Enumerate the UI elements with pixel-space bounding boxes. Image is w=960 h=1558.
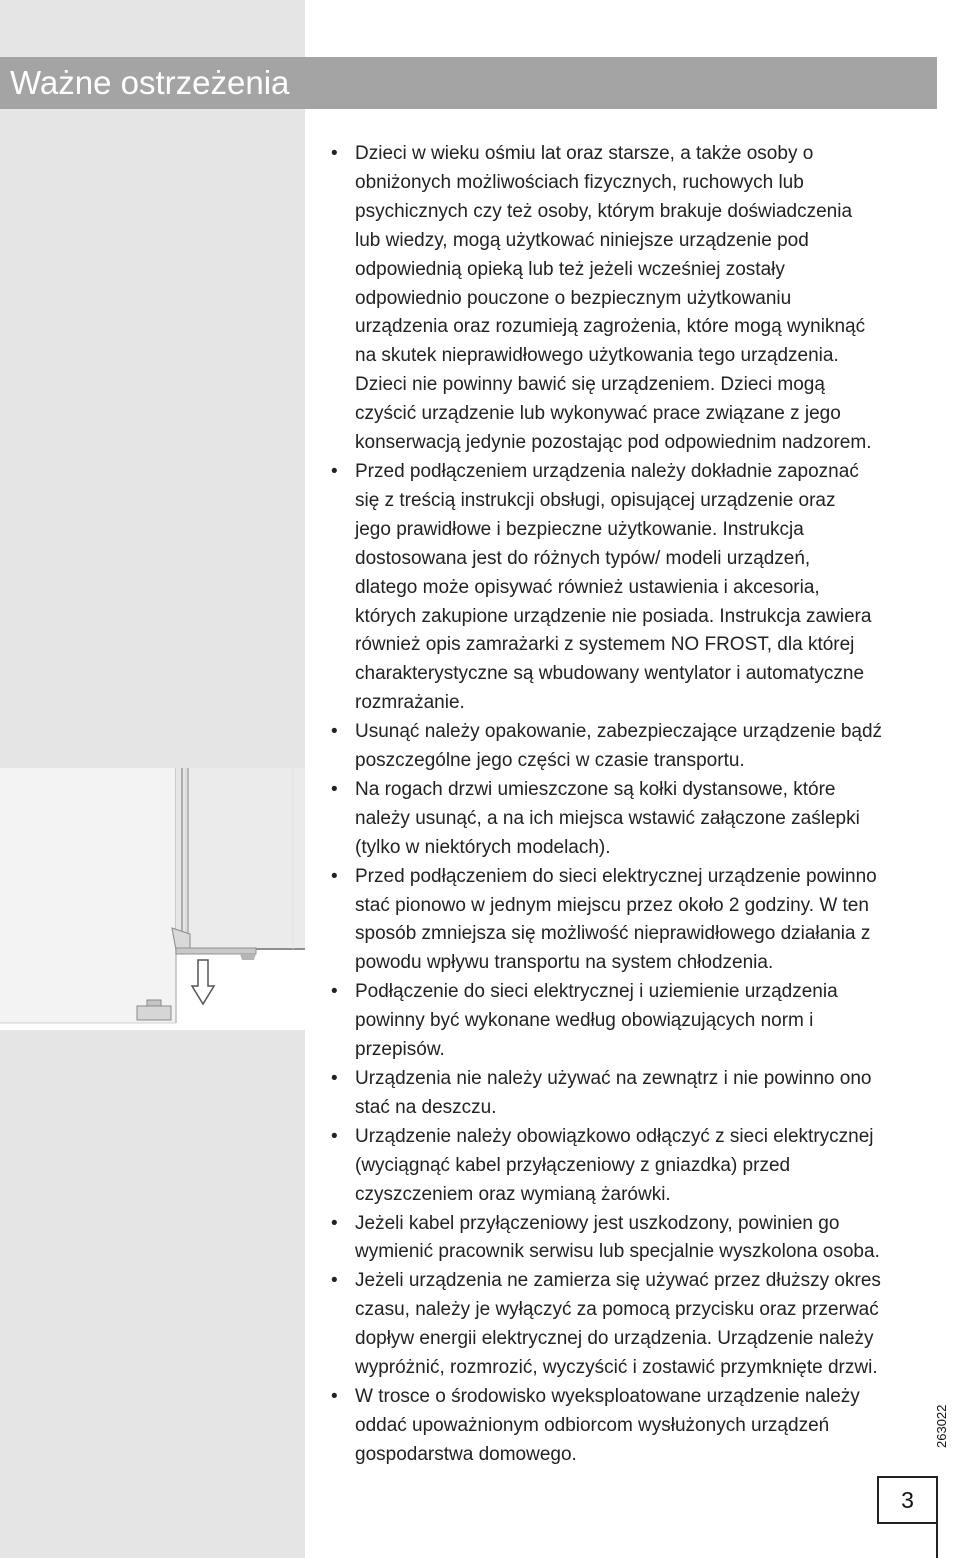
warning-line: czyścić urządzenie lub wykonywać prace związane z jego bbox=[355, 403, 841, 425]
warning-line: na skutek nieprawidłowego użytkowania tego urządzenia. bbox=[355, 345, 839, 367]
warning-line: Podłączenie do sieci elektrycznej i uziemienie urządzenia bbox=[355, 981, 838, 1003]
bullet-icon: • bbox=[331, 865, 338, 887]
bullet-icon: • bbox=[331, 1270, 338, 1292]
warning-line: powodu wpływu transportu na system chłodzenia. bbox=[355, 952, 774, 974]
document-code: 263022 bbox=[934, 1404, 949, 1448]
warning-line: czyszczeniem oraz wymianą żarówki. bbox=[355, 1183, 671, 1205]
bullet-icon: • bbox=[331, 460, 338, 482]
warning-line: stać na deszczu. bbox=[355, 1096, 497, 1118]
warning-line: lub wiedzy, mogą użytkować niniejsze urządzenie pod bbox=[355, 229, 809, 251]
warning-line: (wyciągnąć kabel przyłączeniowy z gniazdka) przed bbox=[355, 1154, 791, 1176]
warning-line: jego prawidłowe i bezpieczne użytkowanie. Instrukcja bbox=[355, 518, 804, 540]
warning-line: odpowiednią opieką lub też jeżeli wcześniej zostały bbox=[355, 258, 785, 280]
bullet-icon: • bbox=[331, 1385, 338, 1407]
warning-line: Przed podłączeniem urządzenia należy dokładnie zapoznać bbox=[355, 460, 859, 482]
warning-line: poszczególne jego części w czasie transportu. bbox=[355, 750, 745, 772]
bullet-icon: • bbox=[331, 778, 338, 800]
warning-line: dostosowana jest do różnych typów/ modeli urządzeń, bbox=[355, 547, 811, 569]
warning-line: również opis zamrażarki z systemem NO FROST, dla której bbox=[355, 634, 855, 656]
warning-line: Dzieci nie powinny bawić się urządzeniem. Dzieci mogą bbox=[355, 374, 825, 396]
warning-item bbox=[327, 1383, 939, 1470]
warning-item bbox=[327, 1123, 939, 1210]
warning-line: Na rogach drzwi umieszczone są kołki dystansowe, które bbox=[355, 778, 836, 800]
warning-line: należy usunąć, a na ich miejsca wstawić załączone zaślepki bbox=[355, 807, 860, 829]
warning-line: oddać upoważnionym odbiorcom wysłużonych urządzeń bbox=[355, 1414, 830, 1436]
warning-item bbox=[327, 863, 939, 979]
page-title: Ważne ostrzeżenia bbox=[10, 64, 290, 101]
warning-line: się z treścią instrukcji obsługi, opisującej urządzenie oraz bbox=[355, 489, 836, 511]
bullet-icon: • bbox=[331, 1125, 338, 1147]
bullet-icon: • bbox=[331, 1212, 338, 1234]
warning-line: gospodarstwa domowego. bbox=[355, 1443, 577, 1465]
warning-line: Urządzenie należy obowiązkowo odłączyć z sieci elektrycznej bbox=[355, 1125, 874, 1147]
warning-line: Usunąć należy opakowanie, zabezpieczające urządzenie bądź bbox=[355, 721, 883, 743]
warning-line: powinny być wykonane według obowiązujących norm i bbox=[355, 1010, 814, 1032]
warning-item bbox=[327, 776, 939, 863]
warning-line: urządzenia oraz rozumieją zagrożenia, które mogą wyniknąć bbox=[355, 316, 866, 338]
warnings-list bbox=[327, 140, 939, 1470]
warning-line: wymienić pracownik serwisu lub specjalnie wyszkolona osoba. bbox=[355, 1241, 880, 1263]
warning-line: W trosce o środowisko wyeksploatowane urządzenie należy bbox=[355, 1385, 860, 1407]
bullet-icon: • bbox=[331, 981, 338, 1003]
warning-line: stać pionowo w jednym miejscu przez około 2 godziny. W ten bbox=[355, 894, 869, 916]
warning-line: dlatego może opisywać również ustawienia i akcesoria, bbox=[355, 576, 820, 598]
warning-line: których zakupione urządzenie nie posiada. Instrukcja zawiera bbox=[355, 605, 872, 627]
warning-line: rozmrażanie. bbox=[355, 692, 465, 714]
page-number-box bbox=[877, 1476, 938, 1524]
warning-line: sposób zmniejsza się możliwość nieprawidłowego działania z bbox=[355, 923, 871, 945]
fridge-door-spacer-removal-icon bbox=[0, 768, 305, 1030]
title-bar bbox=[0, 57, 937, 109]
warning-line: Dzieci w wieku ośmiu lat oraz starsze, a także osoby o bbox=[355, 143, 814, 164]
warning-line: Jeżeli kabel przyłączeniowy jest uszkodzony, powinien go bbox=[355, 1212, 840, 1234]
page-number: 3 bbox=[901, 1487, 914, 1513]
warning-line: wypróżnić, rozmrozić, wyczyścić i zostawić przymknięte drzwi. bbox=[355, 1357, 878, 1379]
bullet-icon: • bbox=[331, 1068, 338, 1089]
warning-line: czasu, należy je wyłączyć za pomocą przycisku oraz przerwać bbox=[355, 1299, 879, 1321]
warning-line: Jeżeli urządzenia ne zamierza się używać przez dłuższy okres bbox=[355, 1270, 881, 1292]
warning-item bbox=[327, 1267, 939, 1383]
warning-line: obniżonych możliwościach fizycznych, ruchowych lub bbox=[355, 171, 804, 193]
warning-line: Urządzenia nie należy używać na zewnątrz i nie powinno ono bbox=[355, 1068, 872, 1089]
warning-item bbox=[327, 1065, 939, 1123]
warning-line: Przed podłączeniem do sieci elektrycznej urządzenie powinno bbox=[355, 865, 877, 887]
bullet-icon: • bbox=[331, 143, 338, 164]
warning-line: psychicznych czy też osoby, którym brakuje doświadczenia bbox=[355, 200, 853, 222]
warning-line: konserwacją jedynie pozostając pod odpowiednim nadzorem. bbox=[355, 432, 872, 454]
warning-line: (tylko w niektórych modelach). bbox=[355, 836, 611, 858]
warning-line: odpowiednio pouczone o bezpiecznym użytkowaniu bbox=[355, 287, 792, 309]
warning-line: dopływ energii elektrycznej do urządzenia. Urządzenie należy bbox=[355, 1328, 874, 1350]
warnings-section bbox=[327, 140, 939, 1470]
bullet-icon: • bbox=[331, 721, 338, 743]
page-rule bbox=[936, 1478, 938, 1558]
warning-item bbox=[327, 718, 939, 776]
warning-item bbox=[327, 1210, 939, 1268]
warning-item bbox=[327, 978, 939, 1065]
warning-item bbox=[327, 458, 939, 718]
warning-line: przepisów. bbox=[355, 1039, 445, 1061]
warning-line: charakterystyczne są wbudowany wentylator i automatyczne bbox=[355, 663, 865, 685]
warning-item bbox=[327, 140, 939, 458]
